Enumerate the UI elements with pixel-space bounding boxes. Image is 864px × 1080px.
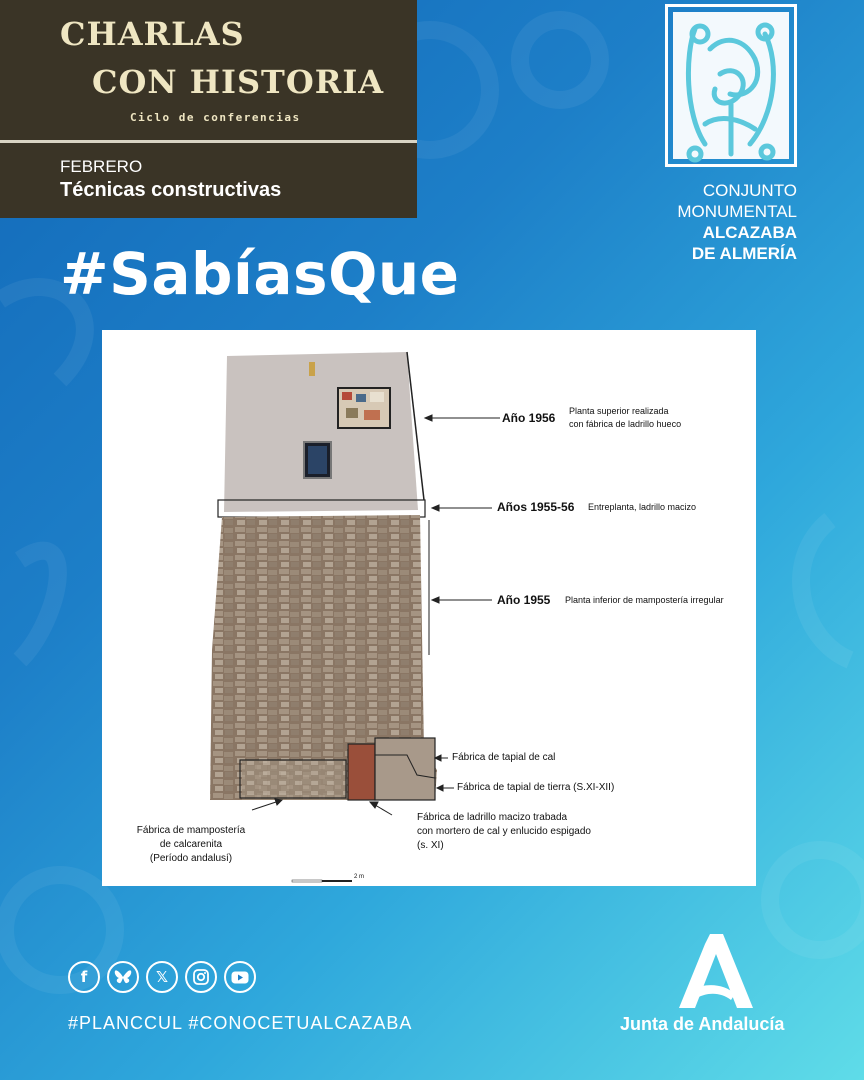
bluesky-icon[interactable] bbox=[107, 961, 139, 993]
annotation-year-1955: Año 1955 bbox=[497, 593, 551, 607]
annotation-desc-1955: Planta inferior de mampostería irregular bbox=[565, 595, 724, 605]
campaign-hashtags: #PLANCCUL #CONOCETUALCAZABA bbox=[68, 1013, 413, 1033]
x-icon[interactable]: 𝕏 bbox=[146, 961, 178, 993]
institution-name bbox=[640, 180, 797, 264]
alcazaba-logo bbox=[665, 4, 797, 167]
institution-line2: MONUMENTAL bbox=[677, 202, 797, 221]
series-title-line2: CON HISTORIA bbox=[92, 63, 385, 101]
series-subtitle: Ciclo de conferencias bbox=[130, 111, 301, 124]
hashtag-title: #SabíasQue bbox=[60, 240, 460, 308]
institution-line3: ALCAZABA bbox=[702, 223, 797, 242]
scale-label: 2 m bbox=[354, 874, 365, 880]
label-ladrillo-line3: (s. XI) bbox=[417, 840, 444, 851]
topic-label: Técnicas constructivas bbox=[60, 179, 282, 201]
youtube-icon[interactable] bbox=[224, 961, 256, 993]
annotation-desc-1955-56: Entreplanta, ladrillo macizo bbox=[588, 502, 697, 512]
label-tapial-tierra: Fábrica de tapial de tierra (S.XI-XII) bbox=[457, 782, 615, 793]
social-links bbox=[68, 961, 256, 993]
scale-bar bbox=[292, 880, 352, 882]
label-mamposteria-line2: de calcarenita bbox=[159, 839, 223, 850]
label-ladrillo-line2: con mortero de cal y enlucido espigado bbox=[417, 826, 591, 837]
instagram-icon[interactable] bbox=[185, 961, 217, 993]
label-mamposteria-line3: (Período andalusí) bbox=[149, 853, 233, 864]
label-mamposteria-line1: Fábrica de mampostería bbox=[136, 825, 246, 836]
series-title-line1: CHARLAS bbox=[60, 15, 245, 53]
junta-andalucia-logo-icon bbox=[665, 932, 755, 1012]
annotation-desc-1956-line1: Planta superior realizada bbox=[569, 406, 669, 416]
institution-line4: DE ALMERÍA bbox=[691, 244, 797, 263]
label-ladrillo-line1: Fábrica de ladrillo macizo trabada bbox=[417, 812, 568, 823]
facebook-icon[interactable]: f bbox=[68, 961, 100, 993]
annotation-desc-1956-line2: con fábrica de ladrillo hueco bbox=[569, 419, 682, 429]
annotation-year-1956: Año 1956 bbox=[502, 411, 556, 425]
label-tapial-cal: Fábrica de tapial de cal bbox=[452, 752, 556, 763]
tower-figure bbox=[102, 330, 756, 886]
institution-line1: CONJUNTO bbox=[702, 181, 797, 200]
month-label: FEBRERO bbox=[60, 157, 143, 176]
government-name: Junta de Andalucía bbox=[620, 1014, 785, 1034]
annotation-year-1955-56: Años 1955-56 bbox=[497, 500, 575, 514]
